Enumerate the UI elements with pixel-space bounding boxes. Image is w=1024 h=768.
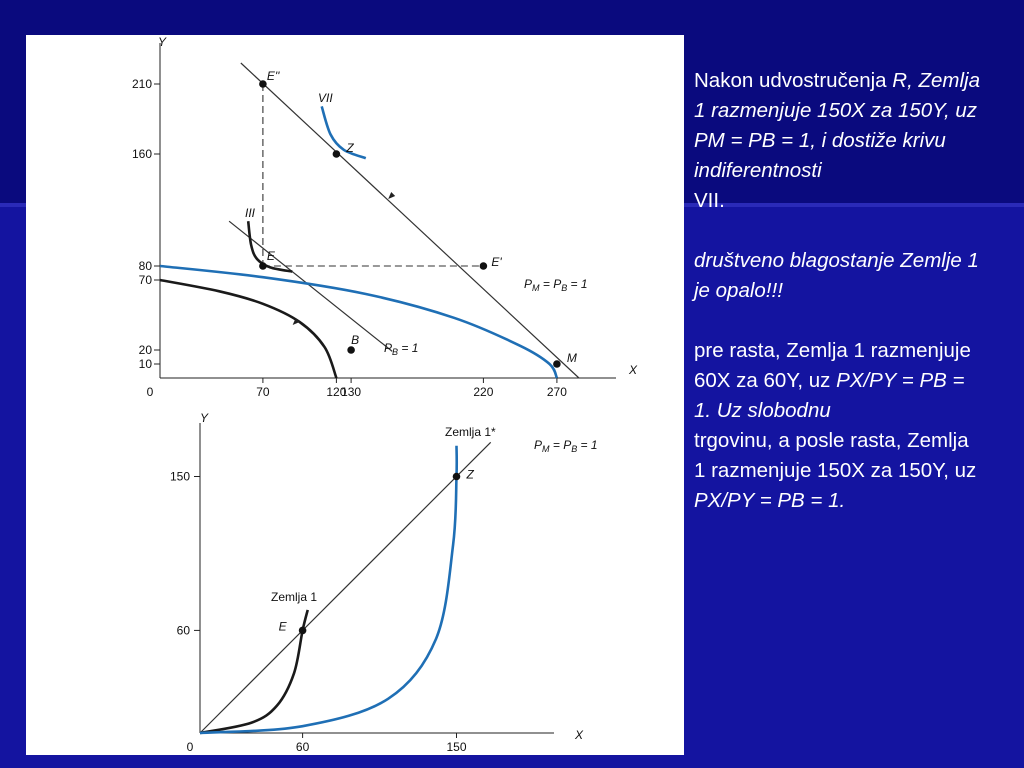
chart2-label-zemlja1: Zemlja 1 — [271, 590, 318, 604]
chart2-curve-zemlja-1- — [200, 446, 457, 733]
chart1-x-tick-label: 130 — [341, 385, 362, 399]
chart1-label-pm: $P_M = P_B = 1$ — [524, 277, 588, 293]
chart1-y-tick-label: 10 — [138, 357, 152, 371]
paragraph-after-growth — [694, 66, 984, 216]
chart1-point-label: M — [566, 351, 577, 365]
chart1-curve-ppf_after — [160, 266, 557, 378]
chart1-curve-iii — [248, 221, 292, 271]
chart2-label-zemlja1-star: Zemlja 1* — [445, 425, 496, 439]
chart2-point — [453, 473, 461, 481]
chart2-y-axis-label: Y — [199, 411, 209, 425]
chart1-y-tick-label: 160 — [131, 147, 152, 161]
paragraph_1-segment: R, Zemlja 1 razmenjuje 150X za 150Y, uz PM = PB = 1, i dostiže krivu indiferentnosti — [694, 69, 981, 182]
chart2-point-label: Z — [466, 467, 474, 482]
chart1-x-tick-label: 70 — [256, 385, 270, 399]
chart1-point — [347, 346, 355, 354]
paragraph_1-segment: VII. — [694, 189, 725, 212]
chart1-x-tick-label: 220 — [473, 385, 494, 399]
figure-panel — [26, 35, 684, 755]
charts-svg — [26, 35, 684, 755]
chart1-point-label: E' — [491, 255, 502, 269]
chart1-price-line-pm — [241, 63, 579, 378]
chart2-curve-zemlja-1 — [200, 610, 308, 733]
chart2-point-label: E — [278, 619, 287, 634]
paragraph-before-growth — [694, 336, 984, 516]
chart1-direction-arrow — [388, 192, 395, 199]
chart1-curve-vii — [322, 106, 366, 158]
paragraph_3-segment: trgovinu, a posle rasta, Zemlja 1 razmenjuje 150X za 150Y, uz — [694, 429, 977, 482]
chart1-x-axis-label: X — [629, 363, 638, 377]
chart1-label-iii: III — [245, 206, 256, 220]
chart1-point-label: E'' — [266, 69, 280, 83]
paragraph_3-segment: PX/PY = PB = 1. Uz slobodnu — [694, 369, 965, 422]
slide-text — [694, 66, 984, 516]
chart1-y-tick-label: 70 — [138, 273, 152, 287]
chart1-curve-ppf_before — [160, 280, 336, 378]
chart1-y-tick-label: 210 — [131, 77, 152, 91]
chart2-label-pm: $P_M = P_B = 1$ — [534, 438, 598, 454]
chart1-point — [259, 262, 267, 270]
paragraph_2-segment: društveno blagostanje Zemlje 1 je opalo!!! — [694, 249, 979, 302]
paragraph_3-segment: PX/PY = PB = 1. — [694, 489, 846, 512]
chart1-label-vii: VII — [318, 91, 333, 105]
chart1-y-tick-label: 80 — [138, 259, 152, 273]
paragraph-welfare-fell — [694, 246, 984, 306]
paragraph_3-segment: pre rasta, Zemlja 1 razmenjuje 60X za 60Y, uz — [694, 339, 971, 392]
chart1-point — [480, 262, 488, 270]
chart1-point-label: Z — [346, 141, 354, 155]
chart2-x-tick-label: 60 — [295, 740, 310, 754]
chart1-x-tick-label: 120 — [326, 385, 347, 399]
chart2-x-tick-label: 0 — [186, 740, 194, 754]
chart1-point — [333, 150, 341, 158]
chart2-x-axis-label: X — [575, 728, 584, 742]
chart1-point-label: E — [266, 249, 275, 263]
chart1-point-label: B — [351, 333, 360, 347]
chart1-label-pb: $P_B = 1$ — [384, 341, 419, 357]
chart1-point — [259, 80, 267, 88]
chart2-y-tick-label: 150 — [169, 469, 190, 484]
chart1-point — [553, 360, 561, 368]
chart2-x-tick-label: 150 — [446, 740, 467, 754]
chart2-point — [299, 627, 307, 635]
chart2-y-tick-label: 60 — [176, 623, 190, 638]
paragraph_1-segment: Nakon udvostručenja — [694, 69, 893, 92]
chart1-y-tick-label: 20 — [138, 343, 152, 357]
chart1-x-tick-label: 0 — [146, 385, 154, 399]
chart1-x-tick-label: 270 — [546, 385, 567, 399]
chart1-y-axis-label: Y — [157, 35, 167, 49]
